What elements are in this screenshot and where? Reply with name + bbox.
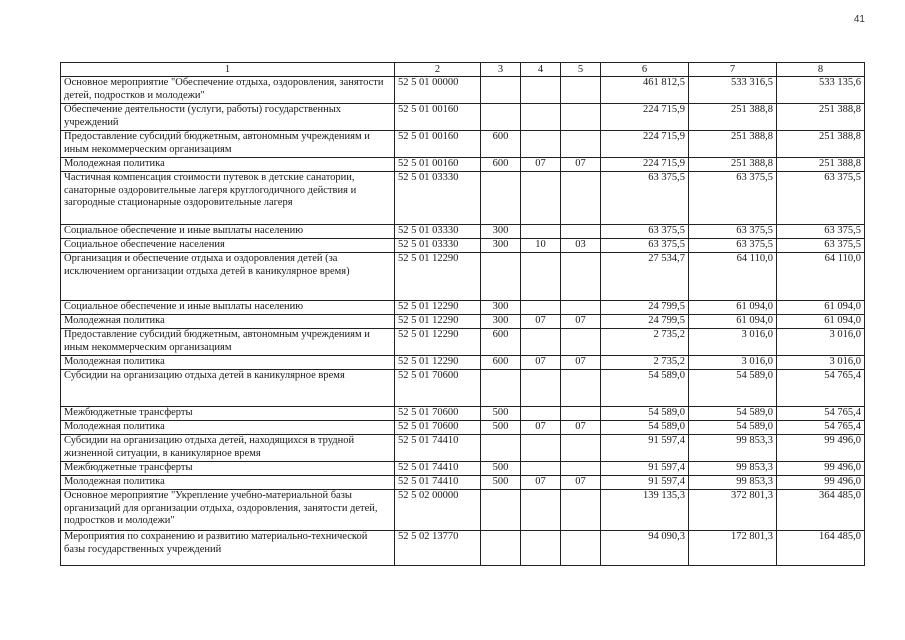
cell-pr xyxy=(561,490,601,531)
cell-amount-col8: 61 094,0 xyxy=(777,301,865,315)
cell-rz: 10 xyxy=(521,239,561,253)
cell-name: Организация и обеспечение отдыха и оздоровления детей (за исключением организации отдыха детей в каникулярное время) xyxy=(61,253,395,301)
cell-amount-col7: 251 388,8 xyxy=(689,104,777,131)
cell-pr xyxy=(561,462,601,476)
cell-name: Предоставление субсидий бюджетным, автономным учреждениям и иным некоммерческим организациям xyxy=(61,131,395,158)
cell-rz xyxy=(521,77,561,104)
cell-code: 52 5 01 00160 xyxy=(395,158,481,172)
header-cell-6: 6 xyxy=(601,63,689,77)
cell-rz xyxy=(521,225,561,239)
cell-vr xyxy=(481,77,521,104)
table-row xyxy=(61,158,865,172)
cell-name: Межбюджетные трансферты xyxy=(61,407,395,421)
cell-name: Социальное обеспечение и иные выплаты населению xyxy=(61,301,395,315)
cell-amount-col6: 24 799,5 xyxy=(601,315,689,329)
cell-code: 52 5 01 74410 xyxy=(395,462,481,476)
table-row xyxy=(61,462,865,476)
cell-name: Молодежная политика xyxy=(61,476,395,490)
table-row xyxy=(61,104,865,131)
cell-amount-col8: 99 496,0 xyxy=(777,476,865,490)
cell-pr: 07 xyxy=(561,476,601,490)
cell-code: 52 5 01 00000 xyxy=(395,77,481,104)
cell-code: 52 5 01 12290 xyxy=(395,253,481,301)
cell-rz xyxy=(521,301,561,315)
table-row xyxy=(61,329,865,356)
cell-amount-col6: 27 534,7 xyxy=(601,253,689,301)
cell-name: Молодежная политика xyxy=(61,421,395,435)
header-row xyxy=(61,63,865,77)
cell-name: Предоставление субсидий бюджетным, автономным учреждениям и иным некоммерческим организациям xyxy=(61,329,395,356)
cell-pr xyxy=(561,77,601,104)
table-row xyxy=(61,407,865,421)
table-row xyxy=(61,421,865,435)
cell-code: 52 5 01 12290 xyxy=(395,356,481,370)
cell-amount-col6: 91 597,4 xyxy=(601,476,689,490)
cell-name: Субсидии на организацию отдыха детей в каникулярное время xyxy=(61,370,395,407)
cell-amount-col7: 172 801,3 xyxy=(689,531,777,566)
cell-rz: 07 xyxy=(521,158,561,172)
cell-rz xyxy=(521,435,561,462)
cell-vr: 300 xyxy=(481,315,521,329)
cell-rz: 07 xyxy=(521,421,561,435)
cell-vr xyxy=(481,435,521,462)
cell-pr xyxy=(561,301,601,315)
table-row xyxy=(61,239,865,253)
cell-pr xyxy=(561,172,601,225)
cell-name: Субсидии на организацию отдыха детей, находящихся в трудной жизненной ситуации, в каникулярное время xyxy=(61,435,395,462)
cell-name: Мероприятия по сохранению и развитию материально-технической базы государственных учреждений xyxy=(61,531,395,566)
cell-code: 52 5 01 12290 xyxy=(395,329,481,356)
cell-code: 52 5 01 03330 xyxy=(395,172,481,225)
header-cell-4: 4 xyxy=(521,63,561,77)
cell-amount-col8: 251 388,8 xyxy=(777,158,865,172)
table-row xyxy=(61,225,865,239)
cell-amount-col8: 164 485,0 xyxy=(777,531,865,566)
header-cell-5: 5 xyxy=(561,63,601,77)
cell-amount-col8: 533 135,6 xyxy=(777,77,865,104)
cell-pr: 07 xyxy=(561,315,601,329)
cell-vr xyxy=(481,531,521,566)
cell-name: Основное мероприятие "Обеспечение отдыха, оздоровления, занятости детей, подростков и молодежи" xyxy=(61,77,395,104)
budget-table xyxy=(60,62,865,566)
cell-name: Молодежная политика xyxy=(61,356,395,370)
cell-amount-col8: 63 375,5 xyxy=(777,225,865,239)
cell-code: 52 5 01 70600 xyxy=(395,407,481,421)
cell-name: Социальное обеспечение и иные выплаты населению xyxy=(61,225,395,239)
cell-amount-col8: 64 110,0 xyxy=(777,253,865,301)
cell-vr: 500 xyxy=(481,421,521,435)
table-row xyxy=(61,370,865,407)
header-cell-8: 8 xyxy=(777,63,865,77)
cell-pr: 07 xyxy=(561,421,601,435)
cell-amount-col8: 63 375,5 xyxy=(777,239,865,253)
cell-amount-col6: 224 715,9 xyxy=(601,104,689,131)
cell-vr xyxy=(481,490,521,531)
cell-vr: 500 xyxy=(481,462,521,476)
cell-amount-col7: 372 801,3 xyxy=(689,490,777,531)
table-row xyxy=(61,356,865,370)
cell-amount-col7: 533 316,5 xyxy=(689,77,777,104)
cell-rz: 07 xyxy=(521,476,561,490)
cell-amount-col7: 63 375,5 xyxy=(689,225,777,239)
table-row xyxy=(61,172,865,225)
table-row xyxy=(61,435,865,462)
cell-pr xyxy=(561,435,601,462)
cell-amount-col8: 54 765,4 xyxy=(777,407,865,421)
cell-pr xyxy=(561,225,601,239)
cell-code: 52 5 01 00160 xyxy=(395,104,481,131)
cell-amount-col7: 64 110,0 xyxy=(689,253,777,301)
table-row xyxy=(61,301,865,315)
cell-code: 52 5 01 70600 xyxy=(395,421,481,435)
cell-code: 52 5 02 13770 xyxy=(395,531,481,566)
cell-vr xyxy=(481,370,521,407)
cell-code: 52 5 01 70600 xyxy=(395,370,481,407)
cell-name: Основное мероприятие "Укрепление учебно-материальной базы организаций для организации отдыха, оздоровления, занятости детей, подростков и молодежи" xyxy=(61,490,395,531)
table-body xyxy=(61,63,865,566)
cell-code: 52 5 01 00160 xyxy=(395,131,481,158)
cell-amount-col7: 99 853,3 xyxy=(689,476,777,490)
header-cell-7: 7 xyxy=(689,63,777,77)
page-number: 41 xyxy=(853,14,865,25)
cell-rz: 07 xyxy=(521,315,561,329)
cell-rz xyxy=(521,490,561,531)
cell-amount-col7: 99 853,3 xyxy=(689,435,777,462)
cell-vr: 300 xyxy=(481,225,521,239)
cell-rz xyxy=(521,329,561,356)
cell-amount-col6: 54 589,0 xyxy=(601,370,689,407)
cell-pr: 07 xyxy=(561,356,601,370)
cell-amount-col8: 99 496,0 xyxy=(777,435,865,462)
cell-pr xyxy=(561,407,601,421)
cell-amount-col7: 61 094,0 xyxy=(689,315,777,329)
cell-pr xyxy=(561,370,601,407)
cell-code: 52 5 01 03330 xyxy=(395,225,481,239)
cell-code: 52 5 01 12290 xyxy=(395,315,481,329)
cell-amount-col6: 2 735,2 xyxy=(601,329,689,356)
cell-amount-col7: 54 589,0 xyxy=(689,407,777,421)
cell-pr xyxy=(561,104,601,131)
cell-vr: 300 xyxy=(481,239,521,253)
table-row xyxy=(61,490,865,531)
cell-amount-col6: 54 589,0 xyxy=(601,407,689,421)
cell-name: Частичная компенсация стоимости путевок в детские санатории, санаторные оздоровительные лагеря круглогодичного действия и загородные стационарные оздоровительные лагеря xyxy=(61,172,395,225)
cell-vr: 500 xyxy=(481,407,521,421)
cell-amount-col8: 3 016,0 xyxy=(777,329,865,356)
cell-amount-col8: 63 375,5 xyxy=(777,172,865,225)
cell-amount-col8: 61 094,0 xyxy=(777,315,865,329)
cell-pr xyxy=(561,253,601,301)
cell-vr: 600 xyxy=(481,329,521,356)
cell-amount-col8: 54 765,4 xyxy=(777,370,865,407)
cell-rz xyxy=(521,172,561,225)
cell-code: 52 5 01 74410 xyxy=(395,476,481,490)
cell-amount-col7: 251 388,8 xyxy=(689,158,777,172)
table-row xyxy=(61,315,865,329)
cell-amount-col6: 94 090,3 xyxy=(601,531,689,566)
cell-pr: 03 xyxy=(561,239,601,253)
cell-code: 52 5 02 00000 xyxy=(395,490,481,531)
cell-vr: 600 xyxy=(481,158,521,172)
cell-rz xyxy=(521,462,561,476)
cell-pr xyxy=(561,531,601,566)
header-cell-2: 2 xyxy=(395,63,481,77)
cell-amount-col6: 63 375,5 xyxy=(601,239,689,253)
cell-vr: 600 xyxy=(481,356,521,370)
cell-name: Молодежная политика xyxy=(61,158,395,172)
cell-amount-col7: 3 016,0 xyxy=(689,356,777,370)
cell-amount-col7: 99 853,3 xyxy=(689,462,777,476)
table-row xyxy=(61,476,865,490)
table-row xyxy=(61,531,865,566)
cell-pr xyxy=(561,329,601,356)
cell-amount-col6: 54 589,0 xyxy=(601,421,689,435)
cell-amount-col6: 91 597,4 xyxy=(601,435,689,462)
cell-name: Межбюджетные трансферты xyxy=(61,462,395,476)
header-cell-1: 1 xyxy=(61,63,395,77)
cell-name: Молодежная политика xyxy=(61,315,395,329)
cell-amount-col7: 251 388,8 xyxy=(689,131,777,158)
cell-rz: 07 xyxy=(521,356,561,370)
cell-rz xyxy=(521,531,561,566)
cell-amount-col7: 54 589,0 xyxy=(689,421,777,435)
cell-amount-col6: 63 375,5 xyxy=(601,172,689,225)
cell-amount-col8: 3 016,0 xyxy=(777,356,865,370)
cell-vr: 300 xyxy=(481,301,521,315)
cell-amount-col7: 3 016,0 xyxy=(689,329,777,356)
cell-name: Обеспечение деятельности (услуги, работы) государственных учреждений xyxy=(61,104,395,131)
cell-amount-col7: 54 589,0 xyxy=(689,370,777,407)
cell-vr: 600 xyxy=(481,131,521,158)
cell-rz xyxy=(521,131,561,158)
cell-amount-col6: 461 812,5 xyxy=(601,77,689,104)
cell-code: 52 5 01 03330 xyxy=(395,239,481,253)
header-cell-3: 3 xyxy=(481,63,521,77)
cell-rz xyxy=(521,370,561,407)
cell-amount-col8: 251 388,8 xyxy=(777,104,865,131)
cell-amount-col8: 364 485,0 xyxy=(777,490,865,531)
cell-amount-col7: 61 094,0 xyxy=(689,301,777,315)
cell-amount-col6: 91 597,4 xyxy=(601,462,689,476)
cell-amount-col8: 99 496,0 xyxy=(777,462,865,476)
cell-name: Социальное обеспечение населения xyxy=(61,239,395,253)
cell-code: 52 5 01 74410 xyxy=(395,435,481,462)
cell-amount-col6: 24 799,5 xyxy=(601,301,689,315)
cell-amount-col6: 63 375,5 xyxy=(601,225,689,239)
cell-code: 52 5 01 12290 xyxy=(395,301,481,315)
cell-vr: 500 xyxy=(481,476,521,490)
cell-rz xyxy=(521,104,561,131)
cell-pr: 07 xyxy=(561,158,601,172)
cell-vr xyxy=(481,104,521,131)
cell-amount-col6: 224 715,9 xyxy=(601,158,689,172)
cell-vr xyxy=(481,253,521,301)
cell-amount-col8: 54 765,4 xyxy=(777,421,865,435)
cell-amount-col6: 139 135,3 xyxy=(601,490,689,531)
cell-amount-col7: 63 375,5 xyxy=(689,239,777,253)
table-row xyxy=(61,131,865,158)
cell-pr xyxy=(561,131,601,158)
cell-rz xyxy=(521,407,561,421)
cell-rz xyxy=(521,253,561,301)
table-row xyxy=(61,77,865,104)
table-row xyxy=(61,253,865,301)
cell-amount-col6: 224 715,9 xyxy=(601,131,689,158)
cell-amount-col7: 63 375,5 xyxy=(689,172,777,225)
cell-vr xyxy=(481,172,521,225)
cell-amount-col6: 2 735,2 xyxy=(601,356,689,370)
cell-amount-col8: 251 388,8 xyxy=(777,131,865,158)
